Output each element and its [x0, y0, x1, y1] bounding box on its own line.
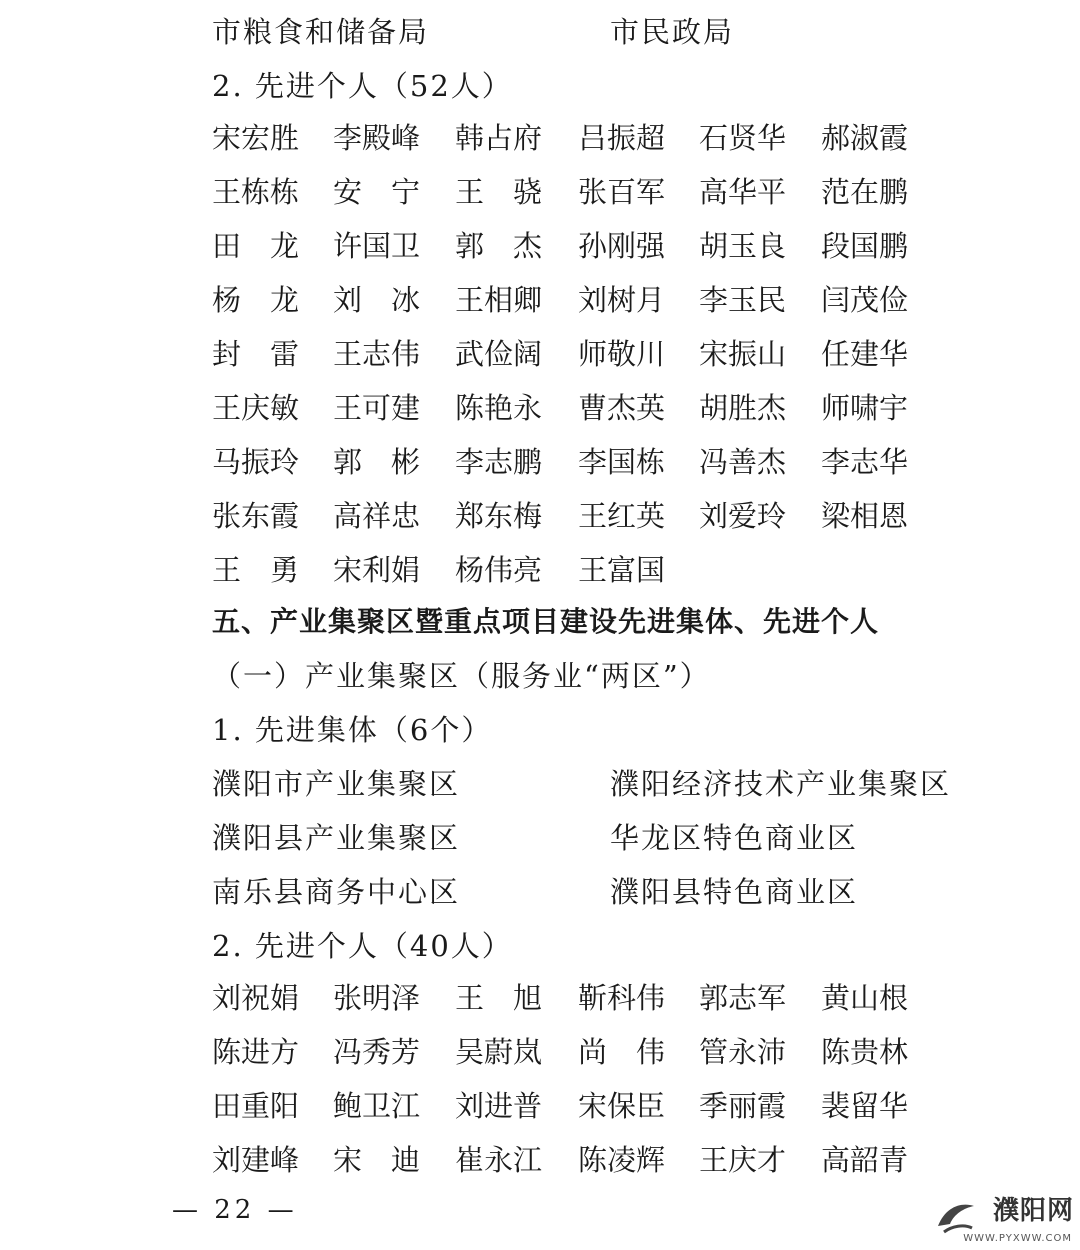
- person-name: 冯善杰: [699, 445, 787, 479]
- watermark-text: 濮阳网: [992, 1196, 1074, 1226]
- name-row: [212, 388, 972, 428]
- person-name: 田 龙: [212, 229, 300, 263]
- person-name: 宋 迪: [333, 1143, 421, 1177]
- person-name: 陈进方: [212, 1035, 300, 1069]
- name-row: [212, 118, 972, 158]
- person-name: 张百军: [578, 175, 666, 209]
- name-row: [212, 280, 972, 320]
- sec5-subheading: （一）产业集聚区（服务业“两区”）: [212, 659, 711, 693]
- name-row: [212, 1140, 972, 1180]
- sec4-individuals-heading: 2. 先进个人（52人）: [212, 69, 513, 103]
- person-name: 宋振山: [699, 337, 787, 371]
- person-name: 曹杰英: [578, 391, 666, 425]
- person-name: 段国鹏: [821, 229, 909, 263]
- person-name: 吴蔚岚: [455, 1035, 543, 1069]
- collective-name: 濮阳县特色商业区: [610, 875, 859, 909]
- person-name: 高华平: [699, 175, 787, 209]
- person-name: 安 宁: [333, 175, 421, 209]
- person-name: 冯秀芳: [333, 1035, 421, 1069]
- name-row: [212, 978, 972, 1018]
- page-number: — 22 —: [172, 1195, 298, 1225]
- person-name: 宋宏胜: [212, 121, 300, 155]
- person-name: 王庆敏: [212, 391, 300, 425]
- unit-name: 市民政局: [610, 15, 735, 49]
- name-row: [212, 442, 972, 482]
- person-name: 许国卫: [333, 229, 421, 263]
- name-row: [212, 1086, 972, 1126]
- person-name: 张东霞: [212, 499, 300, 533]
- watermark-url: WWW.PYXWW.COM: [963, 1233, 1072, 1244]
- sec5-individuals-heading: 2. 先进个人（40人）: [212, 929, 513, 963]
- person-name: 张明泽: [333, 981, 421, 1015]
- person-name: 杨伟亮: [455, 553, 543, 587]
- person-name: 季丽霞: [699, 1089, 787, 1123]
- person-name: 师啸宇: [821, 391, 909, 425]
- person-name: 吕振超: [578, 121, 666, 155]
- person-name: 裴留华: [821, 1089, 909, 1123]
- sec5-heading: 五、产业集聚区暨重点项目建设先进集体、先进个人: [212, 605, 880, 638]
- person-name: 刘建峰: [212, 1143, 300, 1177]
- person-name: 闫茂俭: [821, 283, 909, 317]
- person-name: 尚 伟: [578, 1035, 666, 1069]
- person-name: 封 雷: [212, 337, 300, 371]
- person-name: 王庆才: [699, 1143, 787, 1177]
- person-name: 陈贵林: [821, 1035, 909, 1069]
- person-name: 陈艳永: [455, 391, 543, 425]
- person-name: 靳科伟: [578, 981, 666, 1015]
- collective-name: 濮阳市产业集聚区: [212, 767, 461, 801]
- unit-name: 市粮食和储备局: [212, 15, 430, 49]
- person-name: 郭志军: [699, 981, 787, 1015]
- person-name: 刘 冰: [333, 283, 421, 317]
- name-row: [212, 226, 972, 266]
- person-name: 王红英: [578, 499, 666, 533]
- person-name: 王相卿: [455, 283, 543, 317]
- name-row: [212, 334, 972, 374]
- person-name: 李志鹏: [455, 445, 543, 479]
- person-name: 郑东梅: [455, 499, 543, 533]
- person-name: 武俭阔: [455, 337, 543, 371]
- person-name: 孙刚强: [578, 229, 666, 263]
- person-name: 王 骁: [455, 175, 543, 209]
- person-name: 李志华: [821, 445, 909, 479]
- person-name: 鲍卫江: [333, 1089, 421, 1123]
- name-row: [212, 550, 972, 590]
- collective-name: 南乐县商务中心区: [212, 875, 461, 909]
- person-name: 管永沛: [699, 1035, 787, 1069]
- person-name: 李玉民: [699, 283, 787, 317]
- person-name: 宋保臣: [578, 1089, 666, 1123]
- person-name: 高韶青: [821, 1143, 909, 1177]
- person-name: 师敬川: [578, 337, 666, 371]
- collective-name: 濮阳县产业集聚区: [212, 821, 461, 855]
- person-name: 刘爱玲: [699, 499, 787, 533]
- collective-name: 濮阳经济技术产业集聚区: [610, 767, 952, 801]
- collective-name: 华龙区特色商业区: [610, 821, 859, 855]
- person-name: 田重阳: [212, 1089, 300, 1123]
- person-name: 刘进普: [455, 1089, 543, 1123]
- person-name: 崔永江: [455, 1143, 543, 1177]
- sec5-collectives-heading: 1. 先进集体（6个）: [212, 713, 493, 747]
- person-name: 李国栋: [578, 445, 666, 479]
- person-name: 任建华: [821, 337, 909, 371]
- person-name: 黄山根: [821, 981, 909, 1015]
- person-name: 胡玉良: [699, 229, 787, 263]
- person-name: 杨 龙: [212, 283, 300, 317]
- name-row: [212, 496, 972, 536]
- person-name: 王可建: [333, 391, 421, 425]
- person-name: 马振玲: [212, 445, 300, 479]
- person-name: 郝淑霞: [821, 121, 909, 155]
- person-name: 郭 杰: [455, 229, 543, 263]
- person-name: 石贤华: [699, 121, 787, 155]
- person-name: 王 旭: [455, 981, 543, 1015]
- person-name: 高祥忠: [333, 499, 421, 533]
- person-name: 李殿峰: [333, 121, 421, 155]
- name-row: [212, 172, 972, 212]
- person-name: 宋利娟: [333, 553, 421, 587]
- person-name: 王 勇: [212, 553, 300, 587]
- person-name: 范在鹏: [821, 175, 909, 209]
- person-name: 王富国: [578, 553, 666, 587]
- person-name: 郭 彬: [333, 445, 421, 479]
- person-name: 刘树月: [578, 283, 666, 317]
- person-name: 王栋栋: [212, 175, 300, 209]
- person-name: 梁相恩: [821, 499, 909, 533]
- watermark: [934, 1190, 1074, 1246]
- person-name: 王志伟: [333, 337, 421, 371]
- person-name: 韩占府: [455, 121, 543, 155]
- name-row: [212, 1032, 972, 1072]
- person-name: 刘祝娟: [212, 981, 300, 1015]
- person-name: 陈凌辉: [578, 1143, 666, 1177]
- person-name: 胡胜杰: [699, 391, 787, 425]
